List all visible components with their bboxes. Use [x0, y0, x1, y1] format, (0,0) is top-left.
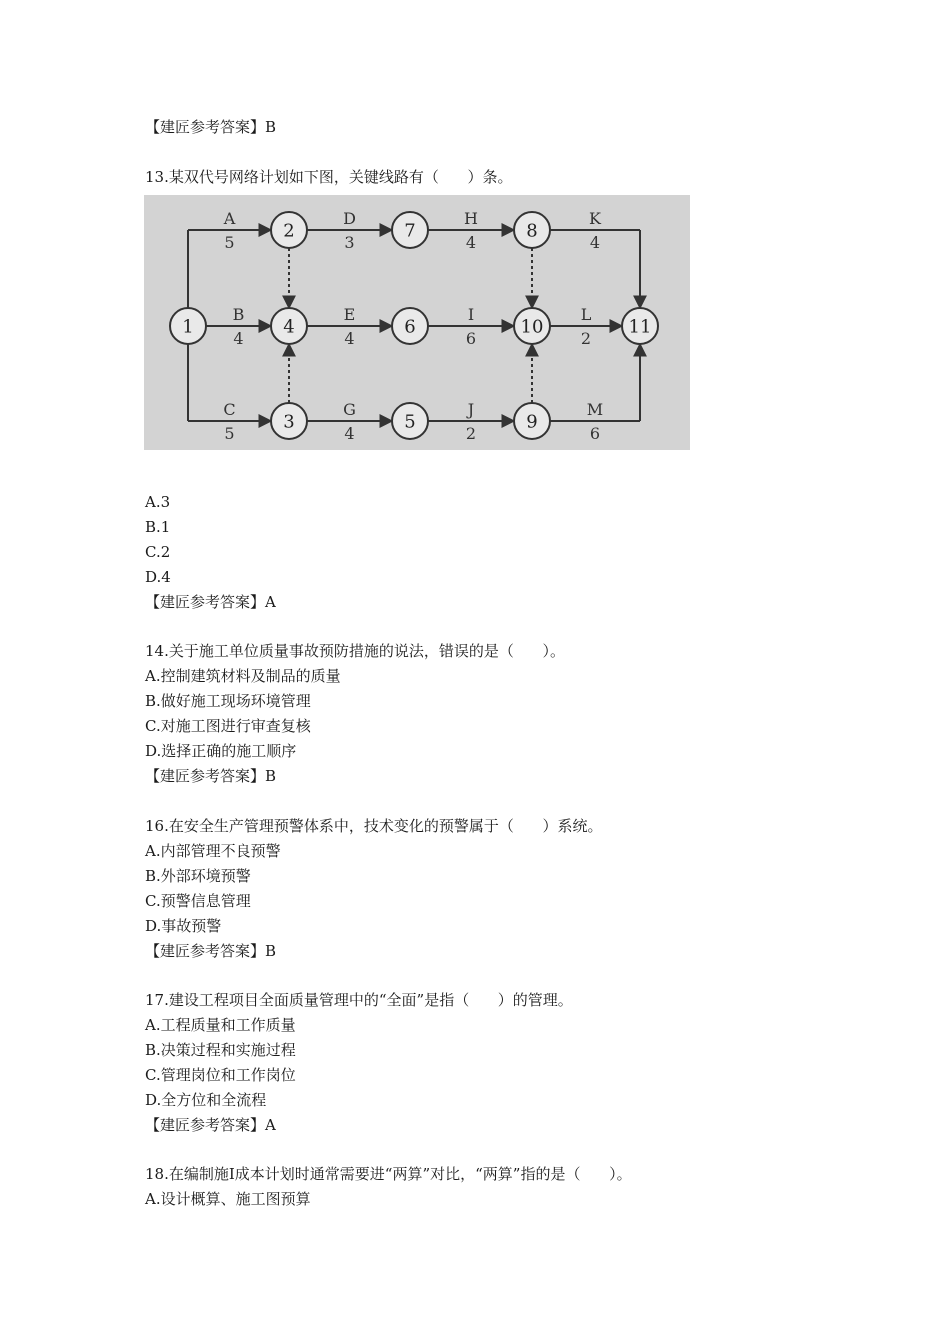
activity-name-label: K	[589, 209, 601, 228]
q17-option-b: B.决策过程和实施过程	[145, 1041, 296, 1059]
q13-option-d: D.4	[145, 568, 171, 586]
question-18-text: 18.在编制施I成本计划时通常需要进“两算”对比，“两算”指的是（ ）。	[145, 1165, 632, 1183]
activity-duration-label: 4	[589, 233, 601, 252]
q14-option-c: C.对施工图进行审查复核	[145, 717, 311, 735]
q16-option-b: B.外部环境预警	[145, 867, 251, 885]
activity-name-label: M	[586, 400, 604, 419]
node-4	[271, 308, 307, 344]
activity-duration-label: 3	[344, 233, 355, 252]
activity-name-label: L	[580, 305, 592, 324]
node-1	[170, 308, 206, 344]
node-11	[622, 308, 658, 344]
q13-option-c: C.2	[145, 543, 171, 561]
q16-option-c: C.预警信息管理	[145, 892, 251, 910]
activity-name-label: B	[232, 305, 245, 324]
activity-duration-label: 4	[233, 329, 244, 348]
node-2	[271, 212, 307, 248]
q17-option-c: C.管理岗位和工作岗位	[145, 1066, 296, 1084]
node-6	[392, 308, 428, 344]
node-label: 7	[404, 220, 416, 242]
activity-name-label: G	[343, 400, 356, 419]
node-label: 11	[628, 316, 652, 338]
question-16-text: 16.在安全生产管理预警体系中，技术变化的预警属于（ ）系统。	[145, 817, 603, 835]
network-diagram	[144, 195, 690, 450]
activity-duration-label: 6	[465, 329, 477, 348]
activity-duration-label: 6	[589, 424, 601, 443]
q14-option-a: A.控制建筑材料及制品的质量	[145, 667, 341, 685]
q16-answer: 【建匠参考答案】B	[145, 942, 277, 960]
question-14-text: 14.关于施工单位质量事故预防措施的说法，错误的是（ ）。	[145, 642, 565, 660]
activity-duration-label: 2	[465, 424, 477, 443]
q17-option-a: A.工程质量和工作质量	[145, 1016, 296, 1034]
activity-duration-label: 4	[465, 233, 477, 252]
node-label: 5	[404, 411, 416, 433]
q13-option-b: B.1	[145, 518, 171, 536]
node-10	[514, 308, 550, 344]
activity-name-label: I	[467, 305, 475, 324]
activity-name-label: H	[464, 209, 478, 228]
q14-answer: 【建匠参考答案】B	[145, 767, 277, 785]
activity-duration-label: 4	[344, 329, 355, 348]
activity-duration-label: 5	[224, 233, 235, 252]
node-3	[271, 403, 307, 439]
q18-option-a: A.设计概算、施工图预算	[145, 1190, 311, 1208]
activity-duration-label: 2	[580, 329, 592, 348]
node-label: 2	[283, 220, 295, 242]
q17-option-d: D.全方位和全流程	[145, 1091, 267, 1109]
q13-answer: 【建匠参考答案】A	[145, 593, 276, 611]
node-7	[392, 212, 428, 248]
node-9	[514, 403, 550, 439]
node-label: 8	[526, 220, 538, 242]
activity-name-label: E	[343, 305, 356, 324]
node-label: 10	[520, 316, 544, 338]
node-label: 6	[404, 316, 416, 338]
q16-option-a: A.内部管理不良预警	[145, 842, 281, 860]
node-label: 9	[526, 411, 538, 433]
activity-duration-label: 4	[344, 424, 355, 443]
node-5	[392, 403, 428, 439]
activity-name-label: D	[343, 209, 356, 228]
q14-option-b: B.做好施工现场环境管理	[145, 692, 311, 710]
node-label: 4	[283, 316, 295, 338]
activity-name-label: C	[223, 400, 236, 419]
question-13-text: 13.某双代号网络计划如下图，关键线路有（ ）条。	[145, 168, 513, 186]
question-17-text: 17.建设工程项目全面质量管理中的“全面”是指（ ）的管理。	[145, 991, 573, 1009]
activity-name-label: J	[467, 400, 475, 419]
activity-name-label: A	[223, 209, 236, 228]
node-label: 1	[182, 316, 194, 338]
q14-option-d: D.选择正确的施工顺序	[145, 742, 297, 760]
activity-duration-label: 5	[224, 424, 235, 443]
node-label: 3	[283, 411, 295, 433]
q17-answer: 【建匠参考答案】A	[145, 1116, 276, 1134]
network-diagram-svg	[144, 195, 690, 450]
q13-option-a: A.3	[145, 493, 171, 511]
q16-option-d: D.事故预警	[145, 917, 222, 935]
line-answer-12: 【建匠参考答案】B	[145, 118, 277, 136]
node-8	[514, 212, 550, 248]
